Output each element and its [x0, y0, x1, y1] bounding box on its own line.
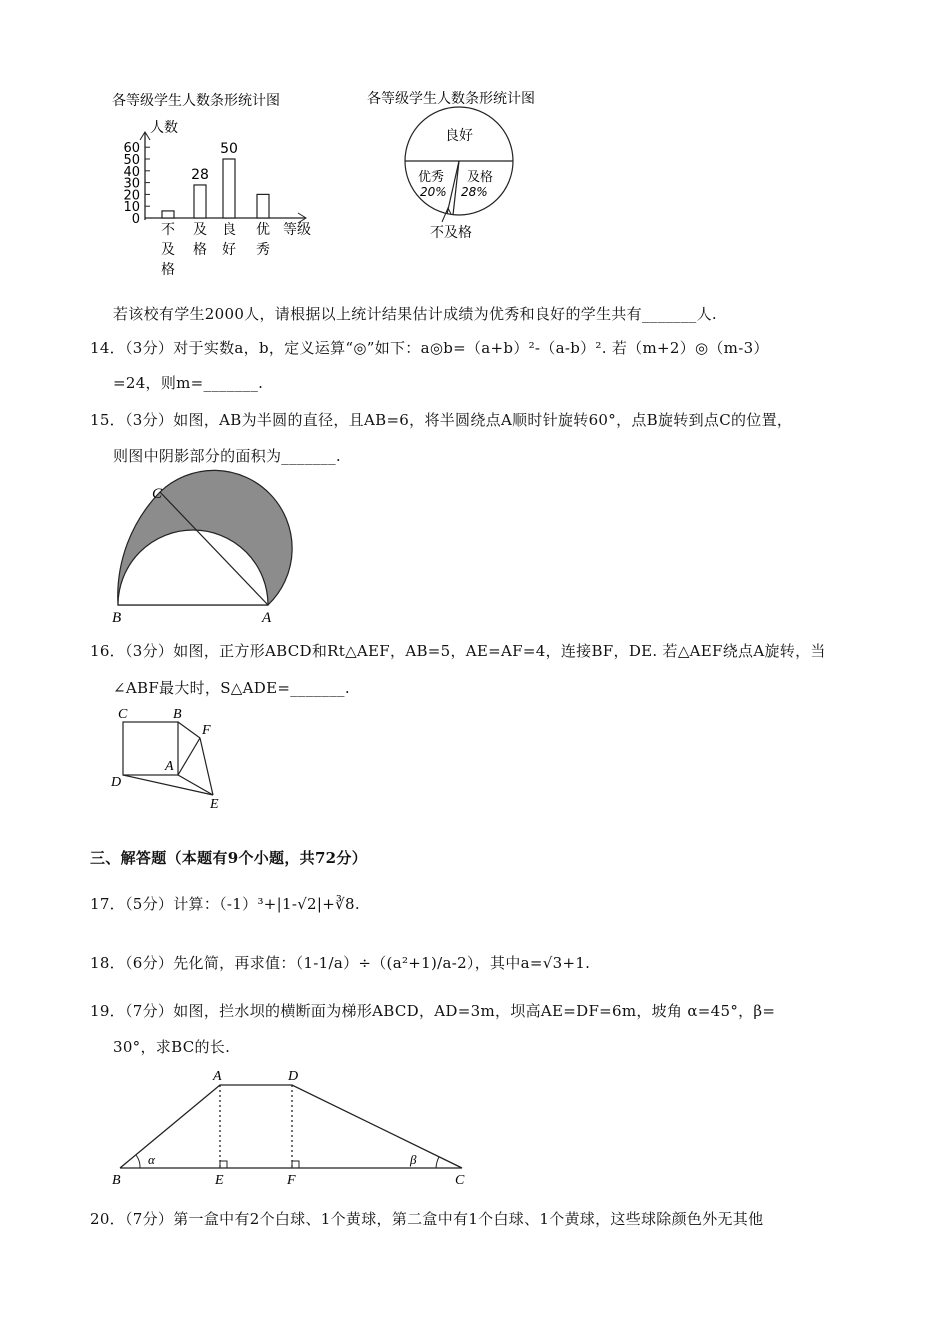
q18: 18．（6分）先化简，再求值：（1-1/a）÷（(a²+1)/a-2），其中a=√3+1. — [90, 954, 591, 972]
y-tick-label: 0 — [131, 212, 140, 227]
q15-line1: 15．（3分）如图，AB为半圆的直径，且AB=6，将半圆绕点A顺时针旋转60°，点B旋转到点C的位置， — [90, 411, 793, 429]
label-d: D — [288, 1069, 299, 1084]
y-tick-label: 20 — [123, 188, 140, 204]
bar-value-label: 50 — [220, 141, 238, 157]
q17: 17．（5分）计算：（-1）³+|1-√2|+∛8. — [90, 895, 360, 913]
x-category-label: 不 — [161, 222, 175, 238]
label-beta: β — [410, 1152, 417, 1167]
q16-line1: 16．（3分）如图，正方形ABCD和Rt△AEF，AB=5，AE=AF=4，连接BF，DE. 若△AEF绕点A旋转，当 — [90, 642, 826, 660]
q19-line2: 30°，求BC的长. — [113, 1038, 231, 1056]
label-c: C — [118, 707, 128, 722]
q20-line1: 20．（7分）第一盒中有2个白球、1个黄球，第二盒中有1个白球、1个黄球，这些球除颜色外无其他 — [90, 1210, 764, 1228]
x-category-label: 格 — [161, 262, 175, 278]
label-b: B — [112, 1173, 121, 1188]
x-category-label: 良 — [222, 222, 236, 238]
label-b: B — [112, 610, 122, 626]
label-b: B — [173, 707, 182, 722]
q16-line2: ∠ABF最大时，S△ADE=_______. — [113, 679, 350, 697]
y-axis-label: 人数 — [150, 120, 178, 136]
label-alpha: α — [148, 1152, 155, 1167]
x-category-label: 秀 — [256, 242, 270, 258]
label-a: A — [213, 1069, 222, 1084]
y-tick-label: 50 — [123, 153, 140, 168]
q13-tail: 若该校有学生2000人，请根据以上统计结果估计成绩为优秀和良好的学生共有_______人. — [113, 305, 717, 323]
label-e: E — [210, 797, 219, 812]
q14-line1: 14．（3分）对于实数a，b，定义运算“◎”如下：a◎b=（a+b）²-（a-b）². 若（m+2）◎（m-3） — [90, 339, 769, 357]
bar-value-label: 28 — [191, 166, 209, 183]
x-category-label: 好 — [222, 242, 236, 258]
label-e: E — [215, 1173, 224, 1188]
q19-line1: 19．（7分）如图，拦水坝的横断面为梯形ABCD，AD=3m，坝高AE=DF=6m，坡角 α=45°，β= — [90, 1002, 776, 1020]
label-a: A — [262, 610, 272, 626]
label-c: C — [152, 486, 163, 502]
bar-chart-title: 各等级学生人数条形统计图 — [112, 93, 280, 109]
pie-label-pass: 及格 — [467, 170, 494, 185]
x-category-label: 及 — [161, 242, 175, 258]
pie-label-good: 良好 — [445, 128, 473, 144]
label-f: F — [202, 723, 211, 738]
pie-pct-pass: 28% — [461, 185, 488, 199]
y-tick-label: 40 — [123, 164, 140, 180]
label-f: F — [287, 1173, 296, 1188]
y-tick-label: 60 — [123, 141, 140, 157]
label-a: A — [165, 759, 174, 774]
x-category-label: 格 — [193, 242, 207, 258]
label-d: D — [111, 775, 122, 790]
x-category-label: 及 — [193, 222, 207, 238]
y-tick-label: 30 — [123, 176, 140, 192]
y-tick-label: 10 — [123, 200, 140, 216]
pie-label-fail: 不及格 — [430, 225, 472, 241]
section-3-heading: 三、解答题（本题有9个小题，共72分） — [90, 849, 368, 867]
pie-pct-excellent: 20% — [420, 185, 447, 199]
label-c: C — [455, 1173, 465, 1188]
q15-line2: 则图中阴影部分的面积为_______. — [113, 447, 341, 465]
pie-chart-title: 各等级学生人数条形统计图 — [367, 91, 535, 107]
x-category-label: 优 — [256, 222, 270, 238]
q14-line2: =24，则m=_______. — [113, 374, 264, 392]
x-axis-label: 等级 — [283, 222, 311, 238]
pie-label-excellent: 优秀 — [418, 170, 445, 185]
